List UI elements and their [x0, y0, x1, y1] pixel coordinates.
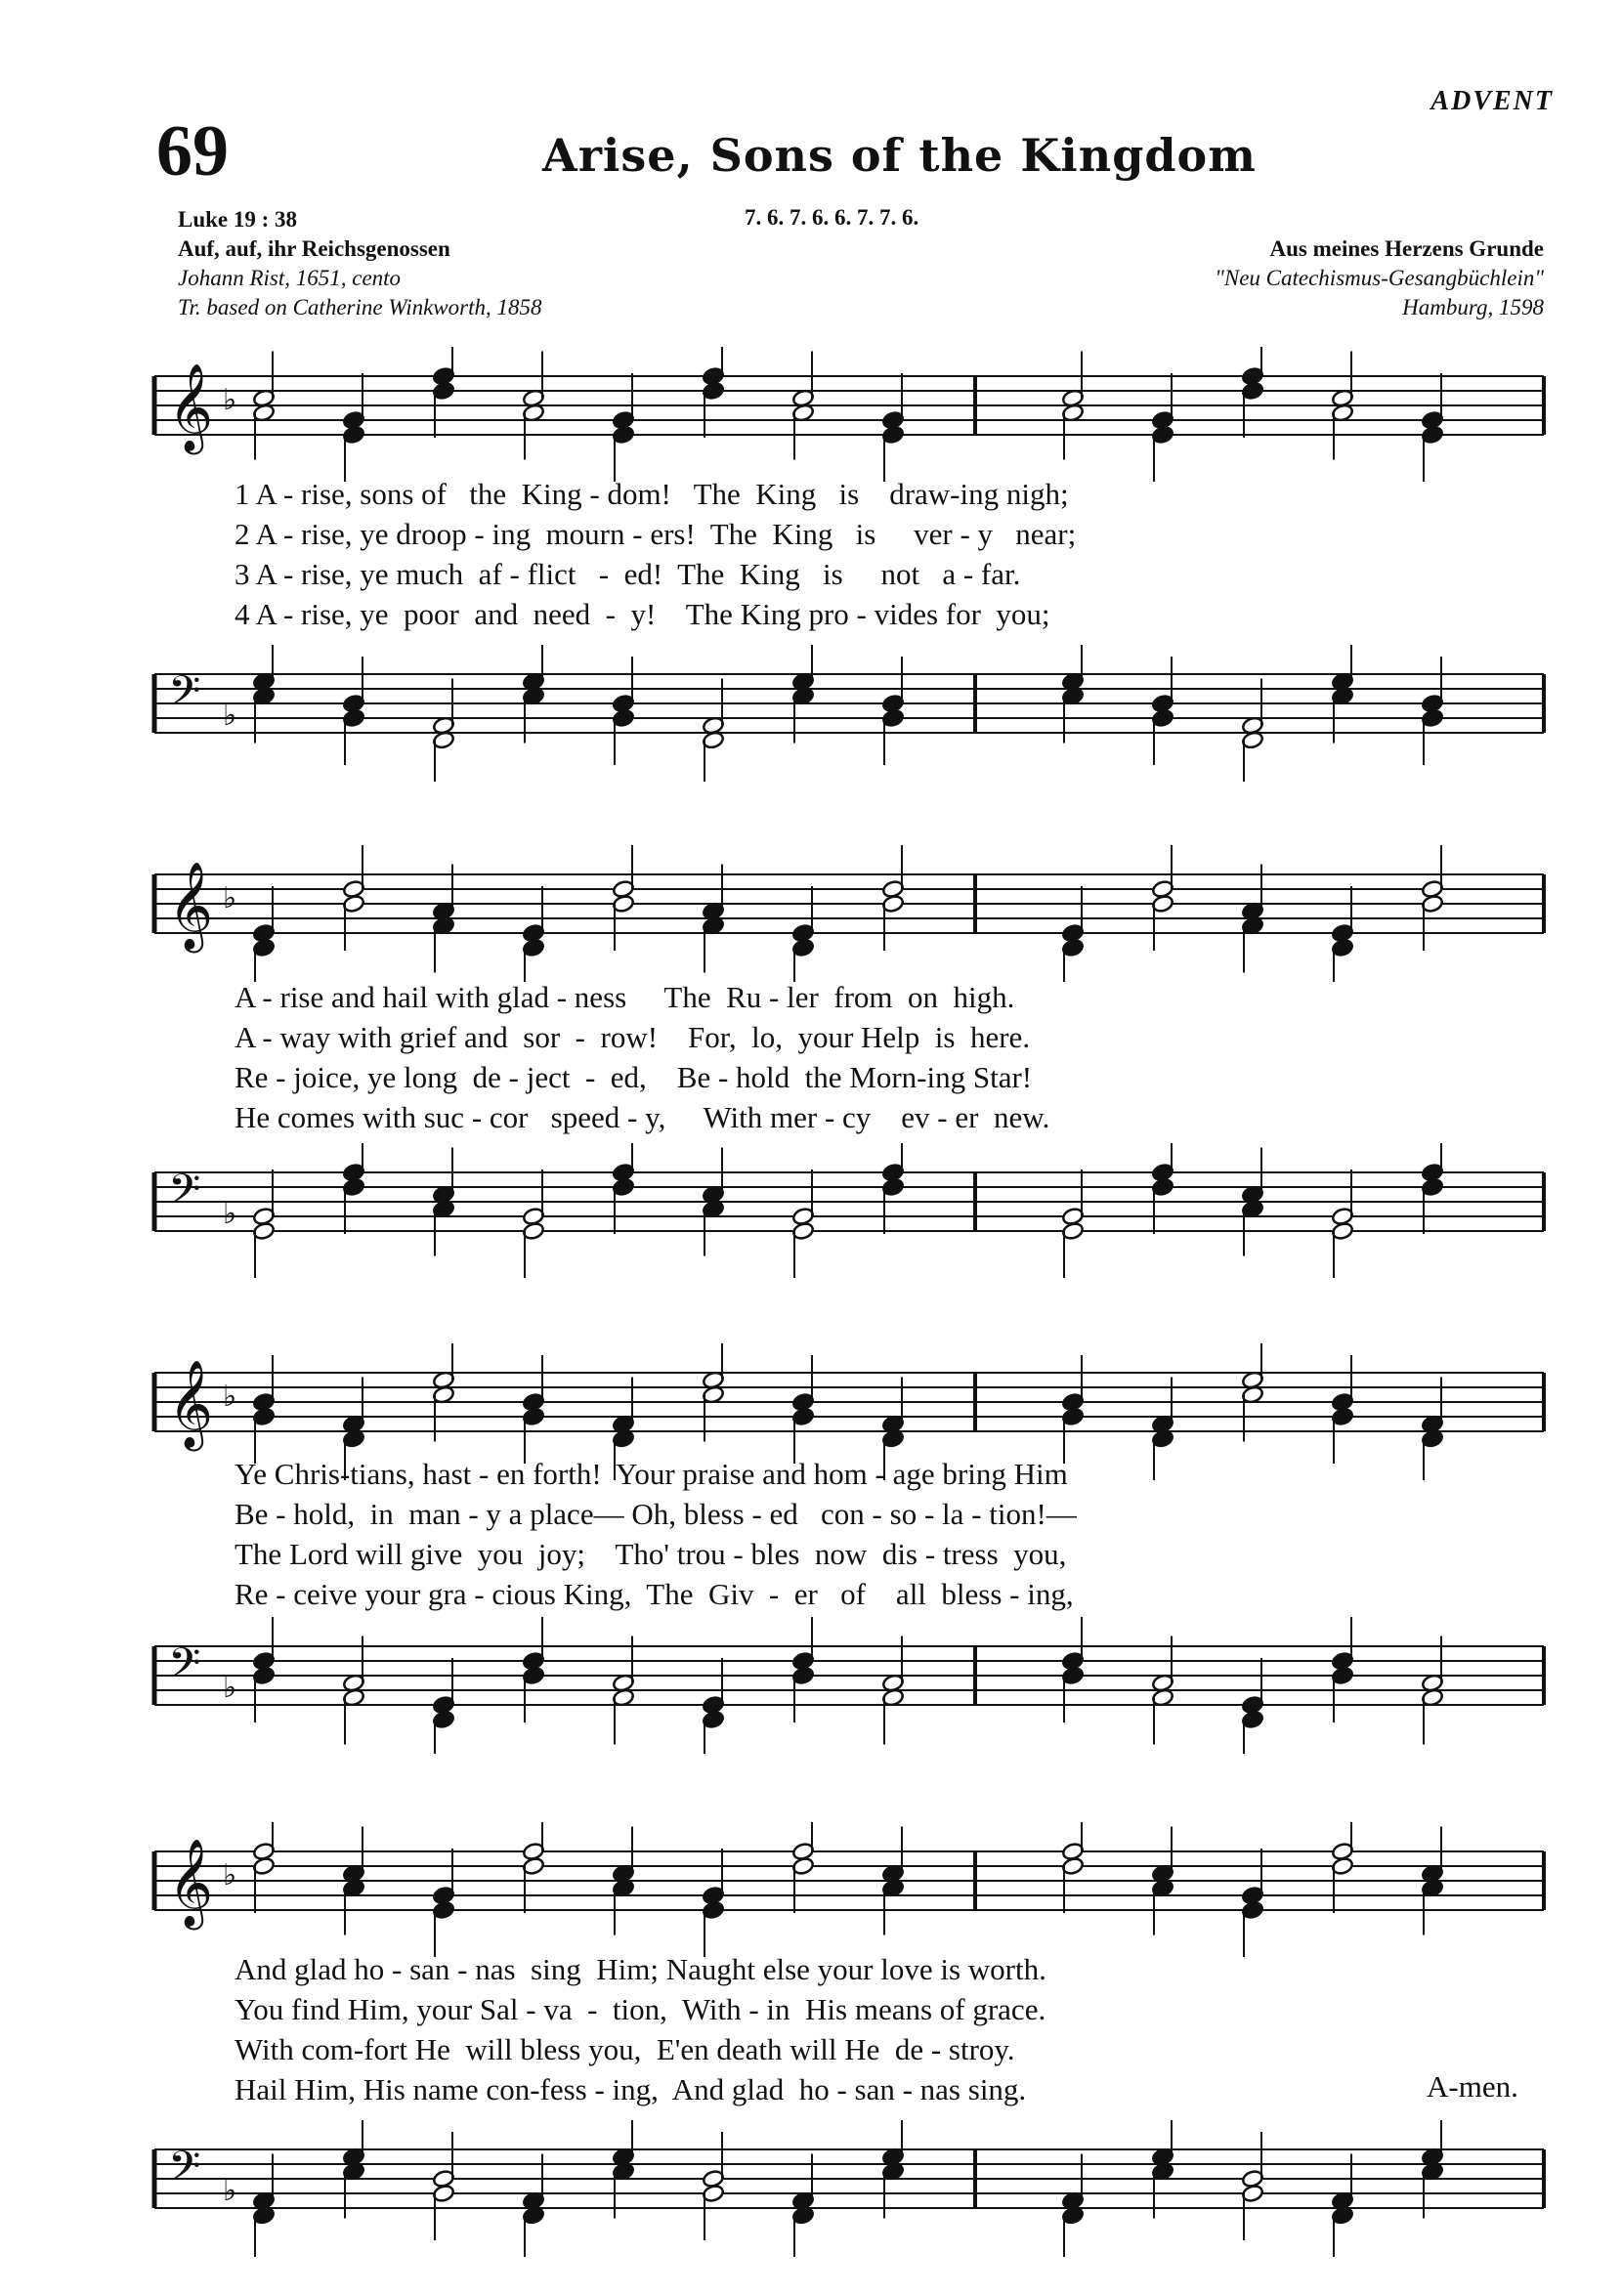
tune-source: "Neu Catechismus-Gesangbüchlein": [1215, 266, 1544, 290]
lyric-line: And glad ho - san - nas sing Him; Naught else your love is worth.: [235, 1952, 1046, 1986]
svg-text:𝄢: 𝄢: [168, 2143, 201, 2201]
translator: Tr. based on Catherine Winkworth, 1858: [178, 295, 542, 319]
treble-staff: [147, 1822, 1554, 1959]
svg-text:𝄢: 𝄢: [168, 1639, 201, 1698]
hymn-number: 69: [156, 111, 229, 191]
bass-staff: [147, 1617, 1554, 1754]
svg-text:𝄢: 𝄢: [168, 667, 201, 726]
svg-text:♭: ♭: [223, 1671, 237, 1705]
meter: 7. 6. 7. 6. 6. 7. 7. 6.: [745, 205, 919, 230]
svg-text:𝄞: 𝄞: [168, 363, 214, 451]
lyrics-block: [235, 474, 1544, 634]
svg-text:𝄞: 𝄞: [168, 1360, 214, 1448]
lyric-line: The Lord will give you joy; Tho' trou - bles now dis - tress you,: [235, 1537, 1067, 1571]
tune-place: Hamburg, 1598: [1402, 295, 1544, 319]
tune-attribution: [1215, 234, 1544, 322]
svg-text:𝄞: 𝄞: [168, 1839, 214, 1927]
lyric-line: Be - hold, in man - y a place— Oh, bless - ed con - so - la - tion!—: [235, 1497, 1077, 1531]
bass-staff: [147, 645, 1554, 782]
tune-name: Aus meines Herzens Grunde: [1269, 236, 1544, 261]
lyric-line: With com-fort He will bless you, E'en death will He de - stroy.: [235, 2032, 1015, 2066]
section-heading: ADVENT: [1430, 86, 1554, 116]
bass-staff: [147, 1143, 1554, 1280]
amen-text: A-men.: [1427, 2069, 1518, 2104]
lyric-line: Re - ceive your gra - cious King, The Giv - er of all bless - ing,: [235, 1577, 1074, 1611]
lyric-line: Ye Chris-tians, hast - en forth! Your praise and hom - age bring Him: [235, 1457, 1068, 1491]
lyrics-block: [235, 1949, 1544, 2109]
lyrics-block: [235, 977, 1544, 1137]
lyric-line: 4 A - rise, ye poor and need - y! The King pro - vides for you;: [235, 597, 1050, 631]
lyrics-block: [235, 1454, 1544, 1614]
svg-text:𝄢: 𝄢: [168, 1166, 201, 1224]
lyric-line: 2 A - rise, ye droop - ing mourn - ers! The King is ver - y near;: [235, 517, 1077, 551]
svg-text:♭: ♭: [223, 1858, 237, 1892]
svg-text:♭: ♭: [223, 1197, 237, 1231]
lyric-line: He comes with suc - cor speed - y, With mer - cy ev - er new.: [235, 1100, 1050, 1134]
original-title: Auf, auf, ihr Reichsgenossen: [178, 236, 450, 261]
svg-text:♭: ♭: [223, 383, 237, 417]
svg-text:♭: ♭: [223, 881, 237, 915]
text-attribution: [178, 205, 542, 322]
lyric-line: Hail Him, His name con-fess - ing, And glad ho - san - nas sing.: [235, 2072, 1027, 2106]
scripture-reference: Luke 19 : 38: [178, 207, 298, 232]
treble-staff: [147, 845, 1554, 982]
svg-text:♭: ♭: [223, 699, 237, 733]
lyric-line: A - way with grief and sor - row! For, lo, your Help is here.: [235, 1020, 1031, 1054]
bass-staff: [147, 2120, 1554, 2257]
lyric-line: A - rise and hail with glad - ness The Ru - ler from on high.: [235, 980, 1015, 1014]
treble-staff: [147, 347, 1554, 484]
lyric-line: 1 A - rise, sons of the King - dom! The King is draw-ing nigh;: [235, 477, 1069, 511]
author: Johann Rist, 1651, cento: [178, 266, 402, 290]
svg-text:𝄞: 𝄞: [168, 862, 214, 950]
svg-text:♭: ♭: [223, 1380, 237, 1414]
lyric-line: You find Him, your Sal - va - tion, With - in His means of grace.: [235, 1992, 1046, 2026]
hymn-title: Arise, Sons of the Kingdom: [542, 129, 1257, 182]
lyric-line: 3 A - rise, ye much af - flict - ed! The King is not a - far.: [235, 557, 1021, 591]
svg-text:♭: ♭: [223, 2174, 237, 2208]
lyric-line: Re - joice, ye long de - ject - ed, Be - hold the Morn-ing Star!: [235, 1060, 1033, 1094]
